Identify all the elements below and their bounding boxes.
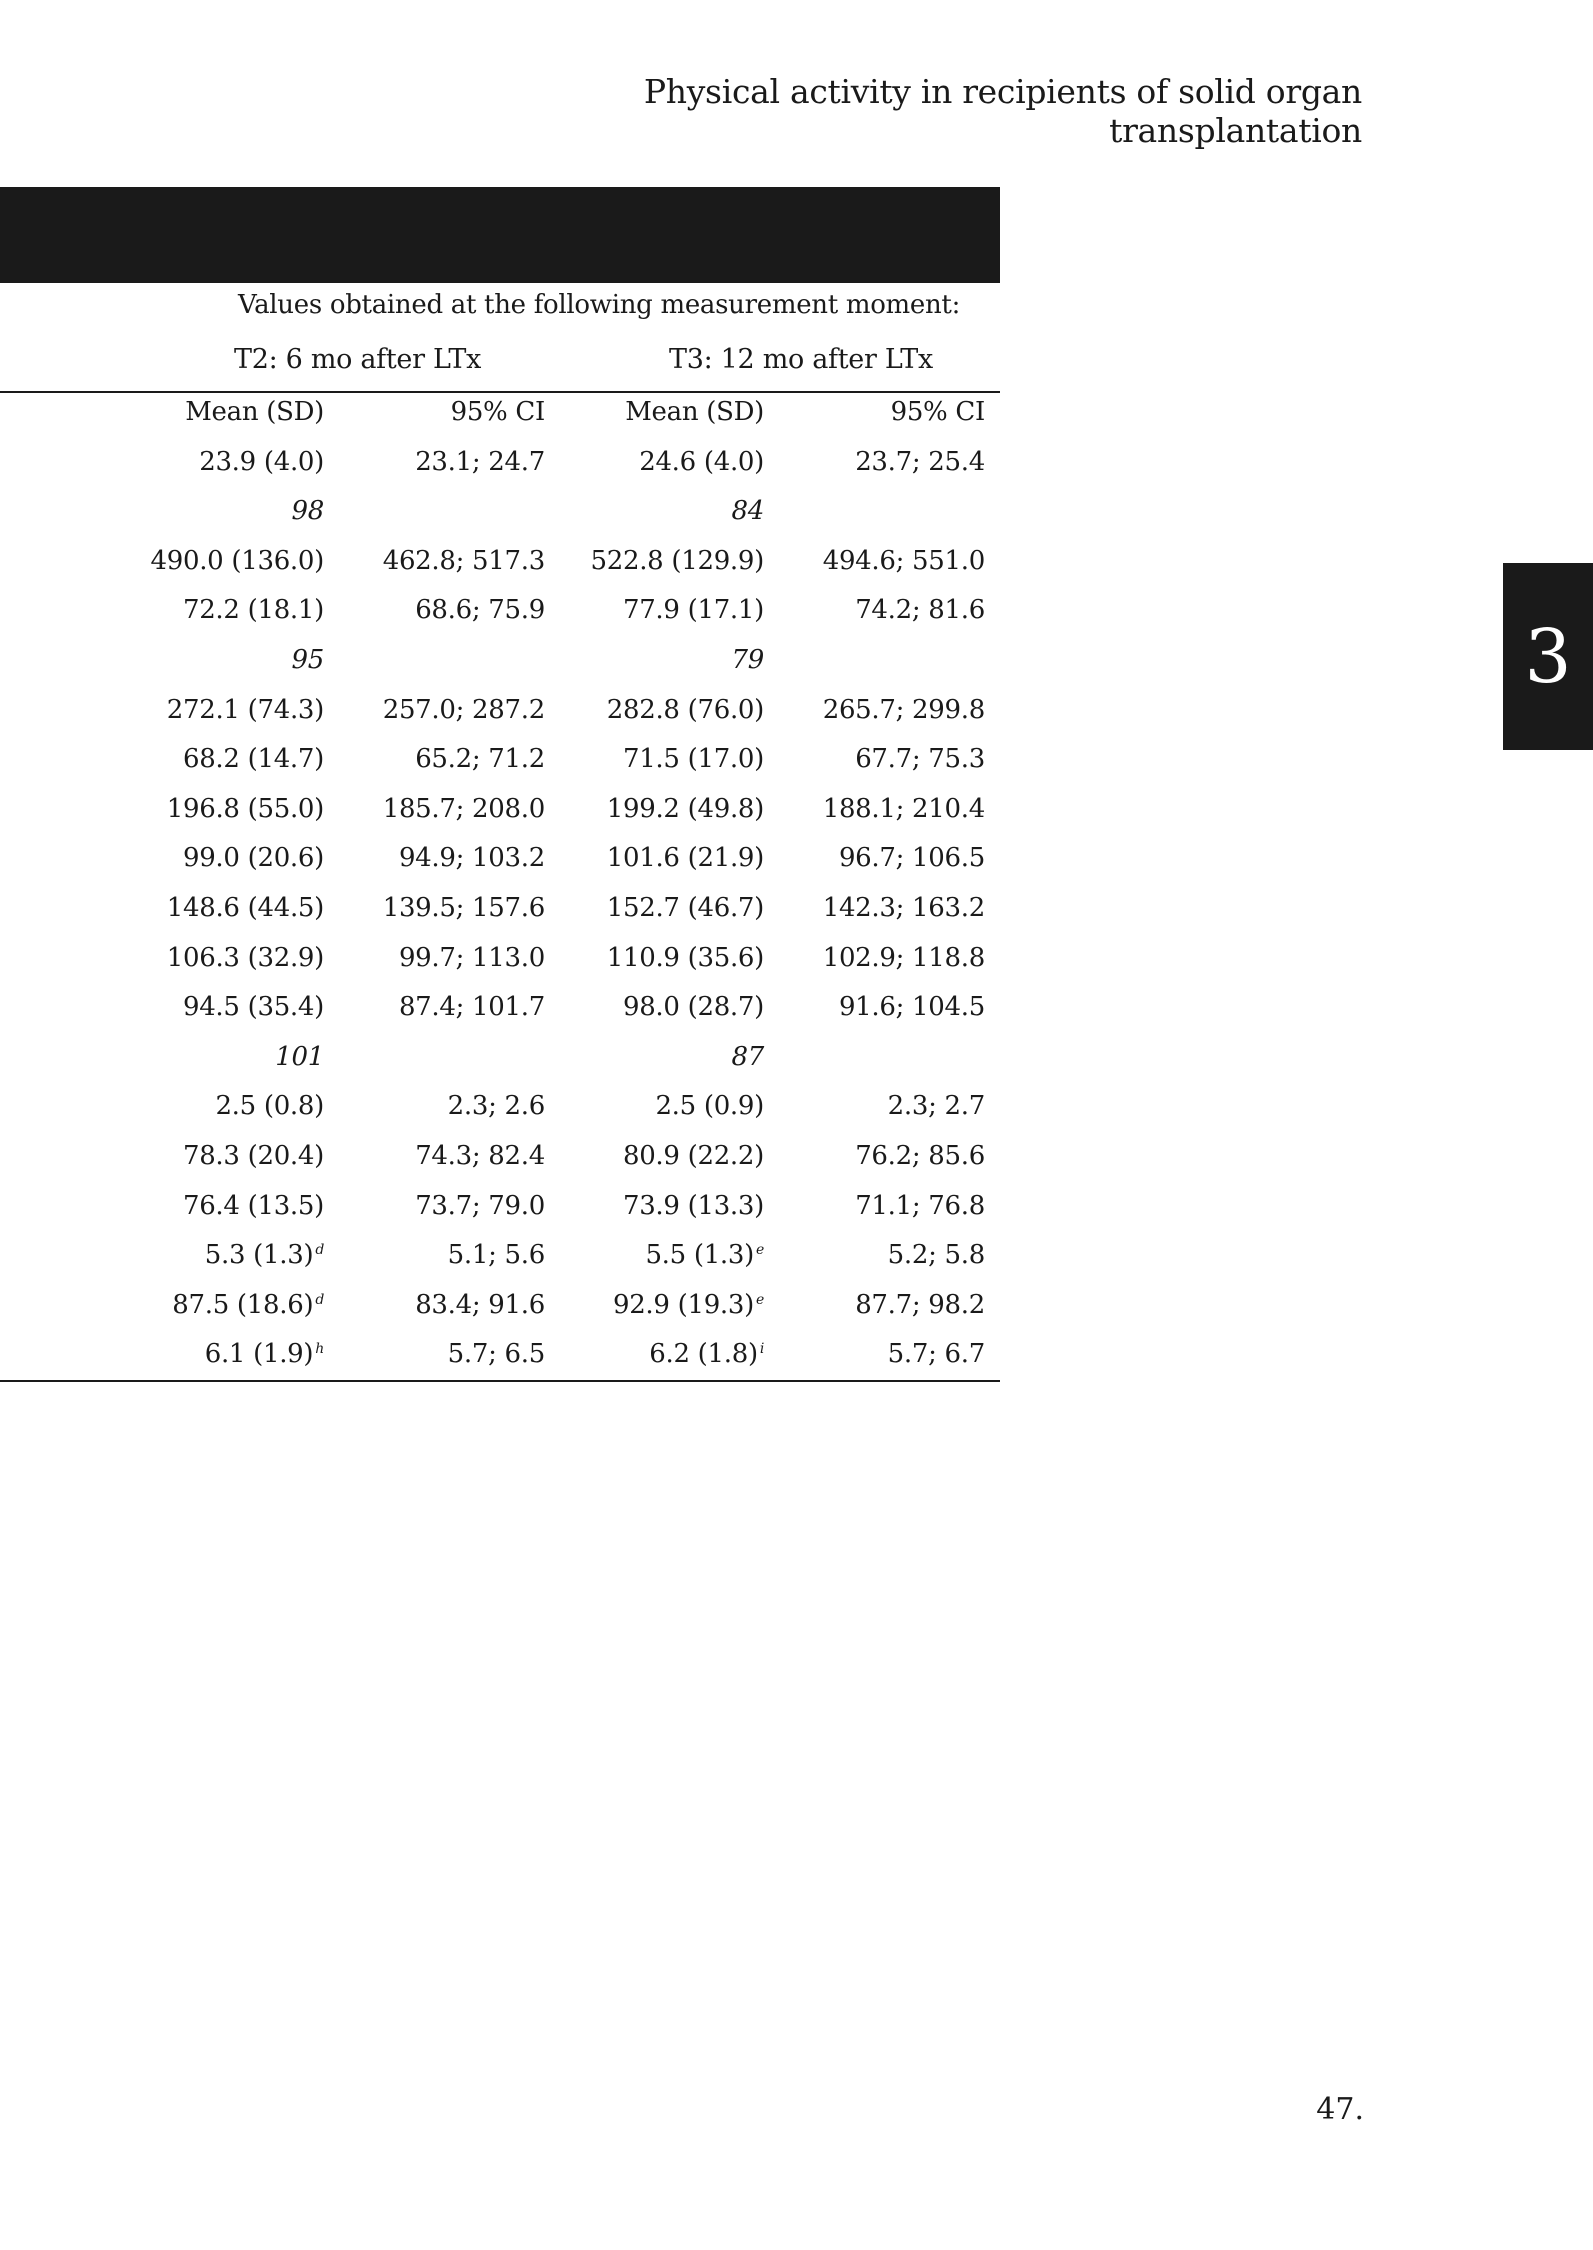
column-header-mean-t3: Mean (SD) bbox=[625, 397, 764, 427]
cell-mean-t3 bbox=[607, 943, 764, 973]
cell-mean-t2 bbox=[183, 992, 324, 1022]
cell-mean-t2 bbox=[167, 695, 324, 725]
cell-value: 462.8; 517.3 bbox=[382, 545, 545, 576]
cell-value: 77.9 (17.1) bbox=[622, 595, 764, 626]
cell-mean-t3 bbox=[607, 695, 764, 725]
cell-value: 23.9 (4.0) bbox=[199, 446, 324, 477]
cell-value: 99.0 (20.6) bbox=[182, 843, 324, 874]
cell-value: 95 bbox=[291, 644, 324, 675]
cell-value: 99.7; 113.0 bbox=[398, 942, 545, 973]
cell-ci-t3 bbox=[888, 1339, 985, 1369]
cell-ci-t2 bbox=[415, 595, 545, 625]
cell-mean-t3 bbox=[607, 843, 764, 873]
cell-mean-t3 bbox=[623, 1191, 764, 1221]
cell-value: 87.5 (18.6) bbox=[172, 1289, 314, 1320]
cell-ci-t2 bbox=[415, 1290, 545, 1320]
cell-ci-t2 bbox=[415, 447, 545, 477]
column-header-ci-t3: 95% CI bbox=[890, 397, 985, 427]
cell-value: 83.4; 91.6 bbox=[415, 1289, 545, 1320]
cell-value: 106.3 (32.9) bbox=[166, 942, 324, 973]
cell-ci-t3 bbox=[839, 843, 985, 873]
cell-ci-t3 bbox=[855, 595, 985, 625]
table-n-row bbox=[0, 645, 1000, 695]
cell-value: 199.2 (49.8) bbox=[606, 793, 764, 824]
cell-mean-t2 bbox=[199, 447, 324, 477]
table-row bbox=[0, 893, 1000, 943]
table-row bbox=[0, 1240, 1000, 1290]
cell-mean-t2 bbox=[205, 1339, 324, 1369]
cell-mean-t2 bbox=[183, 1191, 324, 1221]
table-row bbox=[0, 744, 1000, 794]
cell-mean-t3 bbox=[649, 1339, 764, 1369]
cell-value: 5.3 (1.3) bbox=[204, 1240, 314, 1271]
cell-ci-t3 bbox=[839, 992, 985, 1022]
cell-value: 79 bbox=[731, 644, 764, 675]
column-header-ci-t2: 95% CI bbox=[450, 397, 545, 427]
table-row bbox=[0, 1290, 1000, 1340]
cell-ci-t2 bbox=[399, 992, 545, 1022]
cell-mean-t2 bbox=[215, 1091, 324, 1121]
group-header-t2: T2: 6 mo after LTx bbox=[234, 344, 482, 375]
cell-value: 494.6; 551.0 bbox=[822, 545, 985, 576]
cell-ci-t3 bbox=[888, 1240, 985, 1270]
cell-value: 23.7; 25.4 bbox=[855, 446, 985, 477]
table-row bbox=[0, 1141, 1000, 1191]
cell-value: 24.6 (4.0) bbox=[639, 446, 764, 477]
cell-mean-t3 bbox=[607, 893, 764, 923]
footnote-marker: i bbox=[759, 1341, 764, 1358]
cell-value: 68.6; 75.9 bbox=[415, 595, 545, 626]
cell-mean-t2 bbox=[183, 843, 324, 873]
cell-value: 188.1; 210.4 bbox=[822, 793, 985, 824]
cell-ci-t2 bbox=[415, 744, 545, 774]
cell-value: 185.7; 208.0 bbox=[382, 793, 545, 824]
cell-ci-t2 bbox=[383, 695, 545, 725]
table-subheading bbox=[0, 290, 1000, 330]
cell-ci-t2 bbox=[383, 546, 545, 576]
cell-value: 272.1 (74.3) bbox=[166, 694, 324, 725]
table-row bbox=[0, 546, 1000, 596]
group-headers bbox=[0, 344, 1000, 388]
cell-value: 67.7; 75.3 bbox=[855, 744, 985, 775]
cell-mean-t3 bbox=[732, 1042, 764, 1072]
cell-ci-t3 bbox=[823, 546, 985, 576]
table-row bbox=[0, 843, 1000, 893]
cell-mean-t3 bbox=[623, 1141, 764, 1171]
cell-ci-t2 bbox=[448, 1240, 545, 1270]
cell-value: 490.0 (136.0) bbox=[150, 545, 324, 576]
cell-mean-t2 bbox=[205, 1240, 324, 1270]
cell-mean-t3 bbox=[623, 595, 764, 625]
cell-mean-t2 bbox=[183, 595, 324, 625]
table-row bbox=[0, 943, 1000, 993]
cell-value: 72.2 (18.1) bbox=[182, 595, 324, 626]
cell-value: 282.8 (76.0) bbox=[606, 694, 764, 725]
cell-value: 84 bbox=[731, 496, 764, 527]
cell-ci-t3 bbox=[855, 1141, 985, 1171]
cell-value: 23.1; 24.7 bbox=[415, 446, 545, 477]
running-head: Physical activity in recipients of solid organ transplantation bbox=[643, 72, 1362, 150]
table-row bbox=[0, 695, 1000, 745]
cell-value: 2.5 (0.8) bbox=[215, 1091, 324, 1122]
cell-mean-t3 bbox=[607, 794, 764, 824]
cell-mean-t2 bbox=[167, 893, 324, 923]
footnote-marker: e bbox=[756, 1242, 764, 1259]
bottom-rule bbox=[0, 1380, 1000, 1382]
cell-value: 80.9 (22.2) bbox=[622, 1140, 764, 1171]
cell-value: 68.2 (14.7) bbox=[182, 744, 324, 775]
chapter-number: 3 bbox=[1524, 613, 1572, 700]
cell-ci-t2 bbox=[415, 1191, 545, 1221]
cell-value: 142.3; 163.2 bbox=[822, 892, 985, 923]
footnote-marker: h bbox=[315, 1341, 324, 1358]
cell-mean-t2 bbox=[172, 1290, 324, 1320]
data-table bbox=[0, 397, 1000, 1389]
page-number: 47. bbox=[1316, 2092, 1364, 2127]
cell-value: 74.3; 82.4 bbox=[415, 1140, 545, 1171]
cell-value: 92.9 (19.3) bbox=[612, 1289, 754, 1320]
cell-mean-t3 bbox=[623, 992, 764, 1022]
cell-value: 87.4; 101.7 bbox=[398, 992, 545, 1023]
cell-mean-t3 bbox=[732, 496, 764, 526]
cell-value: 522.8 (129.9) bbox=[590, 545, 764, 576]
cell-mean-t2 bbox=[275, 1042, 324, 1072]
cell-value: 78.3 (20.4) bbox=[182, 1140, 324, 1171]
column-header-mean-t2: Mean (SD) bbox=[185, 397, 324, 427]
table-row bbox=[0, 1091, 1000, 1141]
cell-ci-t2 bbox=[383, 794, 545, 824]
cell-ci-t2 bbox=[448, 1339, 545, 1369]
cell-value: 87.7; 98.2 bbox=[855, 1289, 985, 1320]
footnote-marker: e bbox=[756, 1291, 764, 1308]
footnote-marker: d bbox=[315, 1291, 324, 1308]
cell-value: 148.6 (44.5) bbox=[166, 892, 324, 923]
cell-value: 2.3; 2.7 bbox=[887, 1091, 985, 1122]
cell-value: 73.7; 79.0 bbox=[415, 1190, 545, 1221]
cell-ci-t2 bbox=[399, 943, 545, 973]
cell-ci-t3 bbox=[823, 943, 985, 973]
cell-value: 2.3; 2.6 bbox=[447, 1091, 545, 1122]
cell-mean-t3 bbox=[613, 1290, 764, 1320]
table-row bbox=[0, 447, 1000, 497]
cell-value: 71.5 (17.0) bbox=[622, 744, 764, 775]
cell-mean-t3 bbox=[590, 546, 764, 576]
cell-value: 76.2; 85.6 bbox=[855, 1140, 985, 1171]
column-header-row bbox=[0, 397, 1000, 447]
cell-mean-t2 bbox=[150, 546, 324, 576]
cell-ci-t3 bbox=[823, 695, 985, 725]
cell-value: 196.8 (55.0) bbox=[166, 793, 324, 824]
cell-ci-t2 bbox=[415, 1141, 545, 1171]
cell-value: 96.7; 106.5 bbox=[838, 843, 985, 874]
cell-value: 91.6; 104.5 bbox=[838, 992, 985, 1023]
footnote-marker: d bbox=[315, 1242, 324, 1259]
group-header-t3: T3: 12 mo after LTx bbox=[669, 344, 933, 375]
cell-ci-t3 bbox=[855, 447, 985, 477]
cell-value: 94.5 (35.4) bbox=[182, 992, 324, 1023]
cell-value: 101.6 (21.9) bbox=[606, 843, 764, 874]
cell-ci-t2 bbox=[383, 893, 545, 923]
cell-value: 5.2; 5.8 bbox=[887, 1240, 985, 1271]
table-n-row bbox=[0, 1042, 1000, 1092]
table-row bbox=[0, 992, 1000, 1042]
cell-value: 152.7 (46.7) bbox=[606, 892, 764, 923]
cell-value: 2.5 (0.9) bbox=[655, 1091, 764, 1122]
cell-value: 5.5 (1.3) bbox=[645, 1240, 754, 1271]
cell-value: 76.4 (13.5) bbox=[182, 1190, 324, 1221]
cell-mean-t2 bbox=[167, 794, 324, 824]
cell-ci-t3 bbox=[888, 1091, 985, 1121]
table-n-row bbox=[0, 496, 1000, 546]
cell-mean-t3 bbox=[655, 1091, 764, 1121]
cell-value: 5.7; 6.5 bbox=[447, 1339, 545, 1370]
cell-value: 110.9 (35.6) bbox=[606, 942, 764, 973]
cell-value: 257.0; 287.2 bbox=[382, 694, 545, 725]
cell-value: 6.1 (1.9) bbox=[204, 1339, 314, 1370]
cell-value: 98.0 (28.7) bbox=[622, 992, 764, 1023]
cell-mean-t3 bbox=[645, 1240, 764, 1270]
cell-value: 74.2; 81.6 bbox=[855, 595, 985, 626]
subheading-text: Values obtained at the following measurement moment: bbox=[238, 290, 961, 320]
cell-mean-t3 bbox=[623, 744, 764, 774]
header-rule bbox=[0, 391, 1000, 393]
cell-ci-t3 bbox=[823, 794, 985, 824]
cell-ci-t2 bbox=[448, 1091, 545, 1121]
cell-ci-t2 bbox=[399, 843, 545, 873]
cell-value: 102.9; 118.8 bbox=[822, 942, 985, 973]
cell-value: 94.9; 103.2 bbox=[398, 843, 545, 874]
cell-mean-t2 bbox=[292, 645, 324, 675]
cell-value: 87 bbox=[731, 1041, 764, 1072]
cell-value: 5.1; 5.6 bbox=[447, 1240, 545, 1271]
table-row bbox=[0, 794, 1000, 844]
cell-mean-t3 bbox=[639, 447, 764, 477]
cell-mean-t2 bbox=[183, 1141, 324, 1171]
cell-mean-t2 bbox=[167, 943, 324, 973]
cell-value: 5.7; 6.7 bbox=[887, 1339, 985, 1370]
cell-value: 65.2; 71.2 bbox=[415, 744, 545, 775]
cell-value: 98 bbox=[291, 496, 324, 527]
table-row bbox=[0, 595, 1000, 645]
cell-value: 71.1; 76.8 bbox=[855, 1190, 985, 1221]
cell-ci-t3 bbox=[855, 744, 985, 774]
cell-value: 73.9 (13.3) bbox=[622, 1190, 764, 1221]
cell-ci-t3 bbox=[855, 1191, 985, 1221]
cell-mean-t3 bbox=[732, 645, 764, 675]
cell-mean-t2 bbox=[183, 744, 324, 774]
cell-value: 139.5; 157.6 bbox=[382, 892, 545, 923]
cell-value: 265.7; 299.8 bbox=[822, 694, 985, 725]
cell-value: 101 bbox=[275, 1041, 324, 1072]
cell-ci-t3 bbox=[855, 1290, 985, 1320]
cell-ci-t3 bbox=[823, 893, 985, 923]
cell-mean-t2 bbox=[292, 496, 324, 526]
cell-value: 6.2 (1.8) bbox=[649, 1339, 758, 1370]
table-row bbox=[0, 1191, 1000, 1241]
chapter-tab bbox=[1503, 563, 1593, 750]
table-title-banner bbox=[0, 187, 1000, 283]
